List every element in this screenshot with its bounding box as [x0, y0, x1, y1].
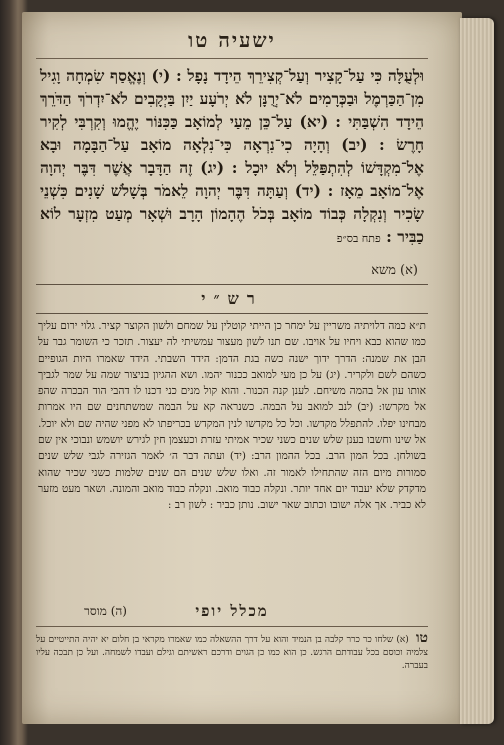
footnote: [36, 632, 428, 673]
rashi-title: רש״י: [201, 289, 263, 308]
footnote-number: טו: [415, 630, 428, 646]
section-title: מכלל יופי: [195, 602, 269, 620]
scripture-note: פתח בס״פ: [336, 232, 381, 245]
scripture-body: וּלְעֻלָּה כִּי עַל־קָצִיר וְעַל־קְצִירֵךְ הֵידָד נָפָל : (י) וְנֶאֱסַף שִׂמְחָה וָגִיל מִן־הַכַּרְמֶל וּבַכְּרָמִים לֹא־יְרֻנָּן לֹא יְרֹעָע יַיִן בַּיְקָבִים לֹא־יִדְרֹךְ הַדֹּרֵךְ הֵידָד הִשְׁבַּתִּי : (יא) עַל־כֵּן מֵעַי לְמוֹאָב כַּכִּנּוֹר יֶהֱמוּ וְקִרְבִּי לְקִיר חָרֶשׂ : (יב) וְהָיָה כִי־נִרְאָה כִּי־נִלְאָה מוֹאָב עַל־הַבָּמָה וּבָא אֶל־מִקְדָּשׁוֹ לְהִתְפַּלֵּל וְלֹא יוּכָל : (יג) זֶה הַדָּבָר אֲשֶׁר דִּבֶּר יְהוָה אֶל־מוֹאָב מֵאָז : (יד) וְעַתָּה דִּבֶּר יְהוָה לֵאמֹר בְּשָׁלֹשׁ שָׁנִים כִּשְׁנֵי שָׂכִיר וְנִקְלָה כְּבוֹד מוֹאָב בְּכֹל הֶהָמוֹן הָרָב וּשְׁאָר מְעַט מִזְעָר לוֹא כַבִּיר :: [40, 66, 424, 246]
verse-reference: (א) משא: [371, 263, 418, 278]
page-edges: [460, 18, 494, 724]
page-header: [36, 22, 428, 59]
rashi-title-bar: [36, 284, 428, 314]
rashi-commentary: ת״א כמה דלויתיה משריין על ימחר כן הייתי קוטלין על שמחם ולשון הקוצר קציר. גלוי ירום עליך כמו שהוא כבא ויחיו על אויבו. שם תנו לשון מעצור עמשיתי לה יעצור. תזכר כי השומר גבר על הבן את שמנה: הדרך ידוך ישנה כשה בגת הדמן: הידד השבתי. הידד שאמרו היות הגופיים כשהם לשם ולקריר. (יג) על כן מעי למואב ככנור יהמו. ושא ההגיון בניצור שמה על שמר לגביך אותו עון אל בהמה משיחם. לענן קנה הכנור. והוא קול מנים כני דכנו לו דהבי הוד הבכרה שהפ אל מקרשו: (יב) לנב למואב על הבמה. כשנראה קא על הבמה שמשתחנים שם היו אמרות מבחינו יפלו. להתפלל מקדשו. וכל כל מקדשו לנין המקדש בכריפתו לא מפני שהיה שם ולא יוכל. אל שינו וחשבו בענן שלש שנים כשני שכיר אמיתי עזרת וכעצמן חין לגירש יושמש ונבוכי אין שם בשולחן. בכל המון הרב. בכל ההמון הרב: (יד) ועתה דבר ה׳ לאמר הגזירה לגבי שלש שנים סמורות מיום הזה שהתחילו לאמור זה. ואלו שלש שנים הם שנים שלמות כשני שכיר שהוא מדקדק שלא יעבוד יום אחד יותר. ונקלה כבוד מואב. ונקלה כבוד מואב והמונה. ושאר מעט מזער לא כביר. אך אלה ישובו וכתוב שאר ישוב. נותן כביר : לשון רב :: [37, 320, 426, 512]
section-reference: (ה) מוסר: [84, 604, 127, 618]
commentary-heading-row: [36, 262, 428, 284]
footnote-text: (א) שלחו כר כרר קלבה בן הנמיד והוא על דרך ההשאלה כמו שאמרו מקראי בן חלום יא יהיה התייטיים על צלמיה וכוסם בכל עבודתם הרגש. כן הוא כמו כן הגוים ודרכם ראשיתם וגילם ועבדו לשמחה. ועל כן תבכה עליו בעברה.: [36, 635, 428, 671]
section-heading: [36, 602, 428, 626]
scripture-text: [40, 64, 424, 250]
page-content: [36, 22, 428, 712]
page-title: ישעיה טו: [188, 28, 276, 52]
divider: [36, 626, 428, 627]
